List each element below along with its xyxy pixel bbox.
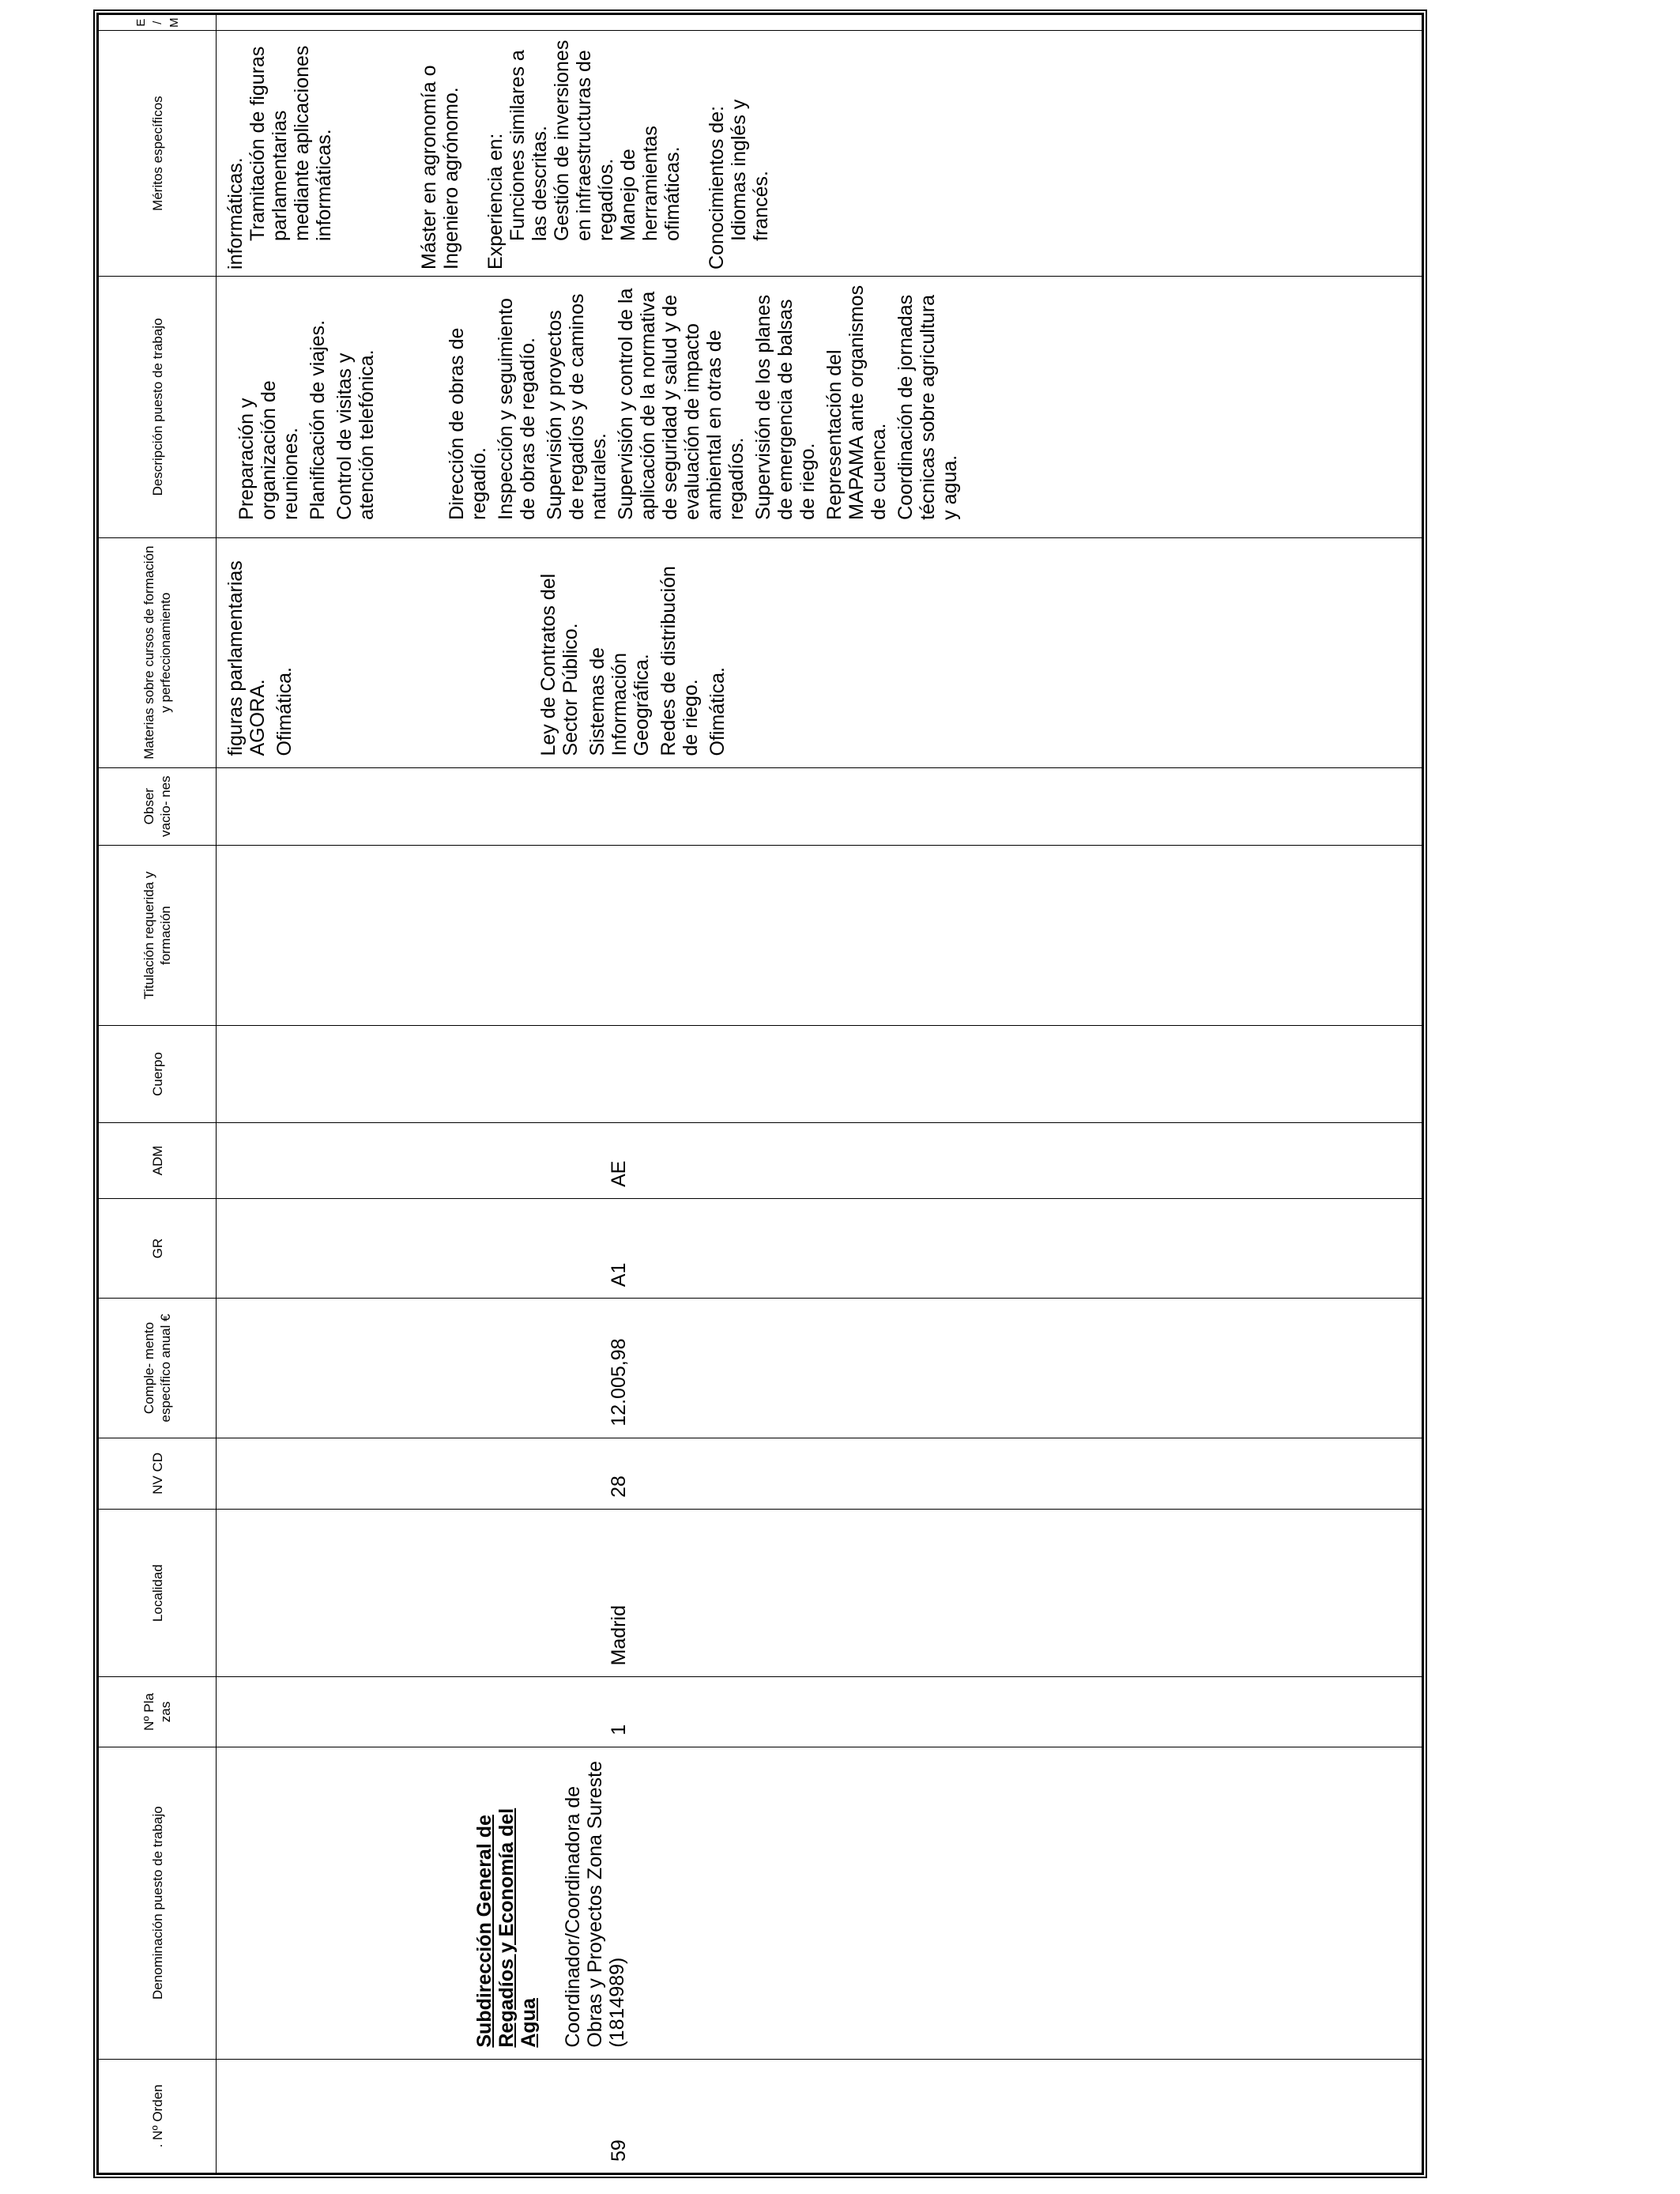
header-cuerpo: Cuerpo — [99, 1026, 217, 1122]
descripcion-item-5: Supervisión de los planes de emergencia de balsas de riego. — [752, 294, 819, 520]
header-gr: GR — [99, 1198, 217, 1298]
descripcion-item-2: Inspección y seguimiento de obras de regadío. — [495, 298, 539, 520]
cell-orden — [217, 2059, 1422, 2173]
materias-item-4: Ofimática. — [706, 667, 729, 756]
meritos-experiencia-title: Experiencia en: — [484, 133, 507, 270]
descripcion-item-7: Coordinación de jornadas técnicas sobre agricultura y agua. — [895, 294, 961, 520]
cell-plazas — [217, 1677, 1422, 1747]
cell-complemento — [217, 1299, 1422, 1438]
header-plazas: Nº Pla zas — [99, 1677, 217, 1747]
cell-materias — [217, 537, 1422, 767]
plazas-value: 1 — [608, 1724, 630, 1736]
complemento-value: 12.005,98 — [608, 1338, 630, 1427]
cell-meritos — [217, 31, 1422, 277]
cont-descripcion-2: Planificación de viajes. — [307, 319, 329, 520]
meritos-conocimientos-1: Idiomas inglés y francés. — [728, 99, 772, 241]
descripcion-item-3: Supervisión y proyectos de regadíos y de caminos naturales. — [544, 293, 610, 520]
meritos-experiencia-1: Funciones similares a las descritas. — [507, 50, 551, 241]
cont-materias-1: figuras parlamentarias AGORA. — [224, 560, 269, 756]
meritos-titulacion: Máster en agronomía o Ingeniero agrónomo. — [418, 65, 462, 270]
meritos-experiencia-2: Gestión de inversiones en infraestructuras de regadíos. — [551, 40, 617, 241]
localidad-value: Madrid — [608, 1605, 630, 1666]
header-meritos: Méritos específicos — [99, 31, 217, 277]
header-denominacion: Denominación puesto de trabajo — [99, 1747, 217, 2059]
cell-titulacion — [217, 845, 1422, 1026]
meritos-conocimientos-title: Conocimientos de: — [706, 105, 728, 270]
adm-value: AE — [608, 1160, 630, 1187]
materias-item-2: Sistemas de Información Geográfica. — [586, 647, 653, 756]
header-orden: . Nº Orden — [99, 2059, 217, 2173]
materias-item-1: Ley de Contratos del Sector Público. — [537, 573, 582, 756]
header-descripcion: Descripción puesto de trabajo — [99, 276, 217, 537]
cell-cuerpo — [217, 1026, 1422, 1122]
header-materias: Materias sobre cursos de formación y perfeccionamiento — [99, 537, 217, 767]
header-row — [99, 15, 217, 2173]
cont-descripcion-3: Control de visitas y atención telefónica. — [333, 349, 378, 520]
cell-descripcion — [217, 276, 1422, 537]
table-frame — [93, 9, 1427, 2178]
cell-em — [217, 15, 1422, 31]
orden-value: 59 — [608, 2139, 630, 2162]
descripcion-item-4: Supervisión y control de la aplicación de la normativa de seguridad y salud y de evaluación de impacto ambiental en otras de regadíos. — [615, 288, 748, 520]
cont-meritos-2: Tramitación de figuras parlamentarias mediante aplicaciones informáticas. — [247, 45, 335, 241]
header-localidad: Localidad — [99, 1509, 217, 1677]
header-titulacion: Titulación requerida y formación — [99, 845, 217, 1026]
materias-item-3: Redes de distribución de riego. — [657, 566, 702, 756]
cont-materias-2: Ofimática. — [273, 667, 296, 756]
nivel-value: 28 — [608, 1476, 630, 1498]
descripcion-item-6: Representación del MAPAMA ante organismos de cuenca. — [823, 285, 890, 520]
denominacion-value: Coordinador/Coordinadora de Obras y Proyectos Zona Sureste (1814989) — [562, 1760, 628, 2048]
cell-adm — [217, 1122, 1422, 1198]
cell-nivel — [217, 1438, 1422, 1509]
header-nivel: NV CD — [99, 1438, 217, 1509]
header-adm: ADM — [99, 1122, 217, 1198]
cell-gr — [217, 1198, 1422, 1298]
cont-meritos-1: informáticas. — [224, 157, 247, 270]
cell-observaciones — [217, 767, 1422, 845]
job-positions-table — [98, 14, 1422, 2173]
cont-descripcion-1: Preparación y organización de reuniones. — [235, 380, 302, 520]
meritos-experiencia-3: Manejo de herramientas ofimáticas. — [617, 126, 684, 241]
section-title: Subdirección General de Regadíos y Economía del Agua — [473, 1808, 540, 2048]
descripcion-item-1: Dirección de obras de regadío. — [446, 327, 490, 520]
cell-denominacion — [217, 1747, 1422, 2059]
header-observaciones: Obser vacio- nes — [99, 767, 217, 845]
table-row — [217, 15, 1422, 2173]
cell-localidad — [217, 1509, 1422, 1677]
header-em: E / M — [99, 15, 217, 31]
header-complemento: Comple- mento específico anual € — [99, 1299, 217, 1438]
gr-value: A1 — [608, 1262, 630, 1287]
